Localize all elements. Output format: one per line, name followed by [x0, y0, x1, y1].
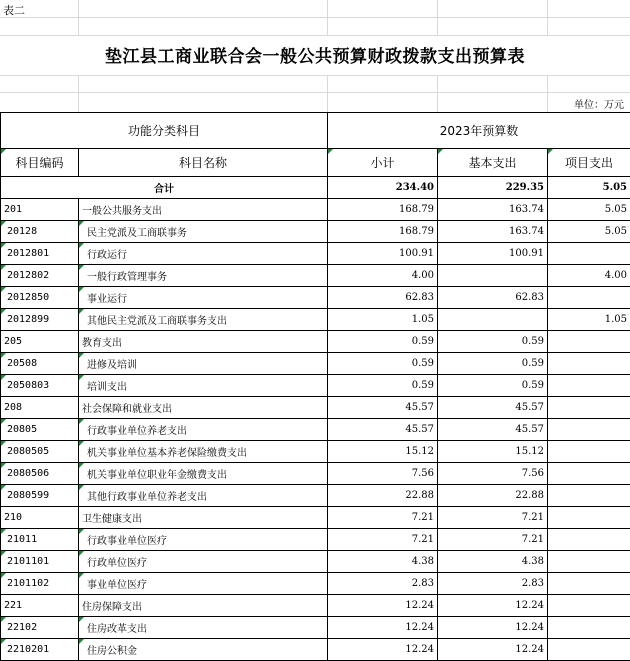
name-cell: 行政事业单位医疗	[79, 529, 328, 551]
code-cell: 210	[1, 507, 79, 529]
project-cell	[548, 441, 630, 463]
basic-cell: 2.83	[438, 573, 548, 595]
basic-cell: 163.74	[438, 199, 548, 221]
name-cell: 住房公积金	[79, 639, 328, 661]
name-cell: 社会保障和就业支出	[79, 397, 328, 419]
gridline	[0, 17, 630, 18]
name-cell: 进修及培训	[79, 353, 328, 375]
code-cell: 2080599	[1, 485, 79, 507]
gridline	[327, 75, 328, 112]
project-cell	[548, 243, 630, 265]
function-group-header: 功能分类科目	[1, 113, 328, 149]
subtotal-cell: 45.57	[328, 397, 438, 419]
name-cell: 其他民主党派及工商联事务支出	[79, 309, 328, 331]
code-cell: 20508	[1, 353, 79, 375]
subtotal-cell: 12.24	[328, 595, 438, 617]
table-row	[1, 287, 630, 309]
basic-cell: 100.91	[438, 243, 548, 265]
gridline	[78, 75, 79, 112]
budget-table	[0, 112, 630, 661]
project-cell	[548, 595, 630, 617]
code-cell: 2080505	[1, 441, 79, 463]
name-header: 科目名称	[79, 149, 328, 177]
total-row	[1, 177, 630, 199]
basic-cell: 0.59	[438, 331, 548, 353]
project-cell: 5.05	[548, 221, 630, 243]
code-cell: 2012899	[1, 309, 79, 331]
name-cell: 一般行政管理事务	[79, 265, 328, 287]
gridline	[547, 0, 548, 35]
code-cell: 2101102	[1, 573, 79, 595]
table-row	[1, 441, 630, 463]
basic-cell: 0.59	[438, 353, 548, 375]
basic-cell: 0.59	[438, 375, 548, 397]
header-row-group	[1, 113, 630, 149]
table-row	[1, 353, 630, 375]
basic-cell	[438, 309, 548, 331]
subtotal-cell: 4.38	[328, 551, 438, 573]
basic-cell: 12.24	[438, 617, 548, 639]
name-cell: 行政事业单位养老支出	[79, 419, 328, 441]
code-cell: 2210201	[1, 639, 79, 661]
table-row	[1, 397, 630, 419]
table-row	[1, 507, 630, 529]
project-cell	[548, 617, 630, 639]
table-row	[1, 331, 630, 353]
basic-header: 基本支出	[438, 149, 548, 177]
subtotal-cell: 12.24	[328, 639, 438, 661]
name-cell: 民主党派及工商联事务	[79, 221, 328, 243]
code-cell: 2080506	[1, 463, 79, 485]
basic-cell: 22.88	[438, 485, 548, 507]
code-cell: 21011	[1, 529, 79, 551]
code-cell: 208	[1, 397, 79, 419]
project-cell	[548, 573, 630, 595]
subtotal-cell: 62.83	[328, 287, 438, 309]
name-cell: 卫生健康支出	[79, 507, 328, 529]
table-row	[1, 595, 630, 617]
code-cell: 20128	[1, 221, 79, 243]
table-row	[1, 243, 630, 265]
project-cell	[548, 419, 630, 441]
code-cell: 2050803	[1, 375, 79, 397]
basic-cell: 7.21	[438, 529, 548, 551]
header-row-columns	[1, 149, 630, 177]
table-row	[1, 551, 630, 573]
gridline	[0, 35, 630, 36]
name-cell: 机关事业单位基本养老保险缴费支出	[79, 441, 328, 463]
code-header: 科目编码	[1, 149, 79, 177]
code-cell: 205	[1, 331, 79, 353]
subtotal-header: 小计	[328, 149, 438, 177]
code-cell: 2012801	[1, 243, 79, 265]
name-cell: 住房改革支出	[79, 617, 328, 639]
subtotal-cell: 45.57	[328, 419, 438, 441]
subtotal-cell: 4.00	[328, 265, 438, 287]
basic-cell: 45.57	[438, 419, 548, 441]
project-header: 项目支出	[548, 149, 630, 177]
code-cell: 20805	[1, 419, 79, 441]
project-cell	[548, 397, 630, 419]
subtotal-cell: 15.12	[328, 441, 438, 463]
project-cell: 5.05	[548, 199, 630, 221]
budget-group-header: 2023年预算数	[328, 113, 630, 149]
name-cell: 一般公共服务支出	[79, 199, 328, 221]
basic-cell: 62.83	[438, 287, 548, 309]
project-cell	[548, 551, 630, 573]
unit-label: 单位：万元	[574, 96, 624, 111]
code-cell: 2012850	[1, 287, 79, 309]
subtotal-cell: 0.59	[328, 375, 438, 397]
table-row	[1, 485, 630, 507]
name-cell: 事业单位医疗	[79, 573, 328, 595]
subtotal-cell: 0.59	[328, 331, 438, 353]
name-cell: 事业运行	[79, 287, 328, 309]
subtotal-cell: 7.56	[328, 463, 438, 485]
table-row	[1, 309, 630, 331]
table-row	[1, 221, 630, 243]
project-cell	[548, 529, 630, 551]
table-row	[1, 573, 630, 595]
project-cell	[548, 287, 630, 309]
basic-cell: 45.57	[438, 397, 548, 419]
basic-cell: 7.56	[438, 463, 548, 485]
basic-cell: 163.74	[438, 221, 548, 243]
subtotal-cell: 0.59	[328, 353, 438, 375]
total-project: 5.05	[548, 177, 630, 199]
table-row	[1, 265, 630, 287]
project-cell	[548, 485, 630, 507]
code-cell: 2101101	[1, 551, 79, 573]
subtotal-cell: 12.24	[328, 617, 438, 639]
project-cell	[548, 639, 630, 661]
code-cell: 221	[1, 595, 79, 617]
table-row	[1, 419, 630, 441]
project-cell	[548, 375, 630, 397]
total-basic: 229.35	[438, 177, 548, 199]
table-row	[1, 199, 630, 221]
subtotal-cell: 100.91	[328, 243, 438, 265]
name-cell: 其他行政事业单位养老支出	[79, 485, 328, 507]
project-cell	[548, 353, 630, 375]
basic-cell: 12.24	[438, 639, 548, 661]
subtotal-cell: 168.79	[328, 221, 438, 243]
total-subtotal: 234.40	[328, 177, 438, 199]
gridline	[0, 75, 630, 76]
gridline	[437, 75, 438, 112]
page-title: 垫江县工商业联合会一般公共预算财政拨款支出预算表	[0, 42, 630, 67]
gridline	[78, 0, 79, 35]
code-cell: 22102	[1, 617, 79, 639]
table-row	[1, 529, 630, 551]
gridline	[437, 0, 438, 35]
gridline	[547, 75, 548, 112]
subtotal-cell: 2.83	[328, 573, 438, 595]
name-cell: 教育支出	[79, 331, 328, 353]
table-row	[1, 375, 630, 397]
basic-cell: 15.12	[438, 441, 548, 463]
basic-cell	[438, 265, 548, 287]
basic-cell: 12.24	[438, 595, 548, 617]
project-cell	[548, 507, 630, 529]
code-cell: 2012802	[1, 265, 79, 287]
name-cell: 培训支出	[79, 375, 328, 397]
basic-cell: 7.21	[438, 507, 548, 529]
project-cell: 4.00	[548, 265, 630, 287]
project-cell: 1.05	[548, 309, 630, 331]
project-cell	[548, 463, 630, 485]
total-label: 合计	[1, 177, 328, 199]
subtotal-cell: 22.88	[328, 485, 438, 507]
gridline	[0, 92, 630, 93]
table-row	[1, 463, 630, 485]
name-cell: 机关事业单位职业年金缴费支出	[79, 463, 328, 485]
project-cell	[548, 331, 630, 353]
subtotal-cell: 7.21	[328, 507, 438, 529]
basic-cell: 4.38	[438, 551, 548, 573]
subtotal-cell: 1.05	[328, 309, 438, 331]
name-cell: 行政运行	[79, 243, 328, 265]
gridline	[327, 0, 328, 35]
subtotal-cell: 168.79	[328, 199, 438, 221]
subtotal-cell: 7.21	[328, 529, 438, 551]
name-cell: 住房保障支出	[79, 595, 328, 617]
sheet-label: 表二	[3, 2, 25, 18]
table-row	[1, 617, 630, 639]
name-cell: 行政单位医疗	[79, 551, 328, 573]
code-cell: 201	[1, 199, 79, 221]
table-row	[1, 639, 630, 661]
